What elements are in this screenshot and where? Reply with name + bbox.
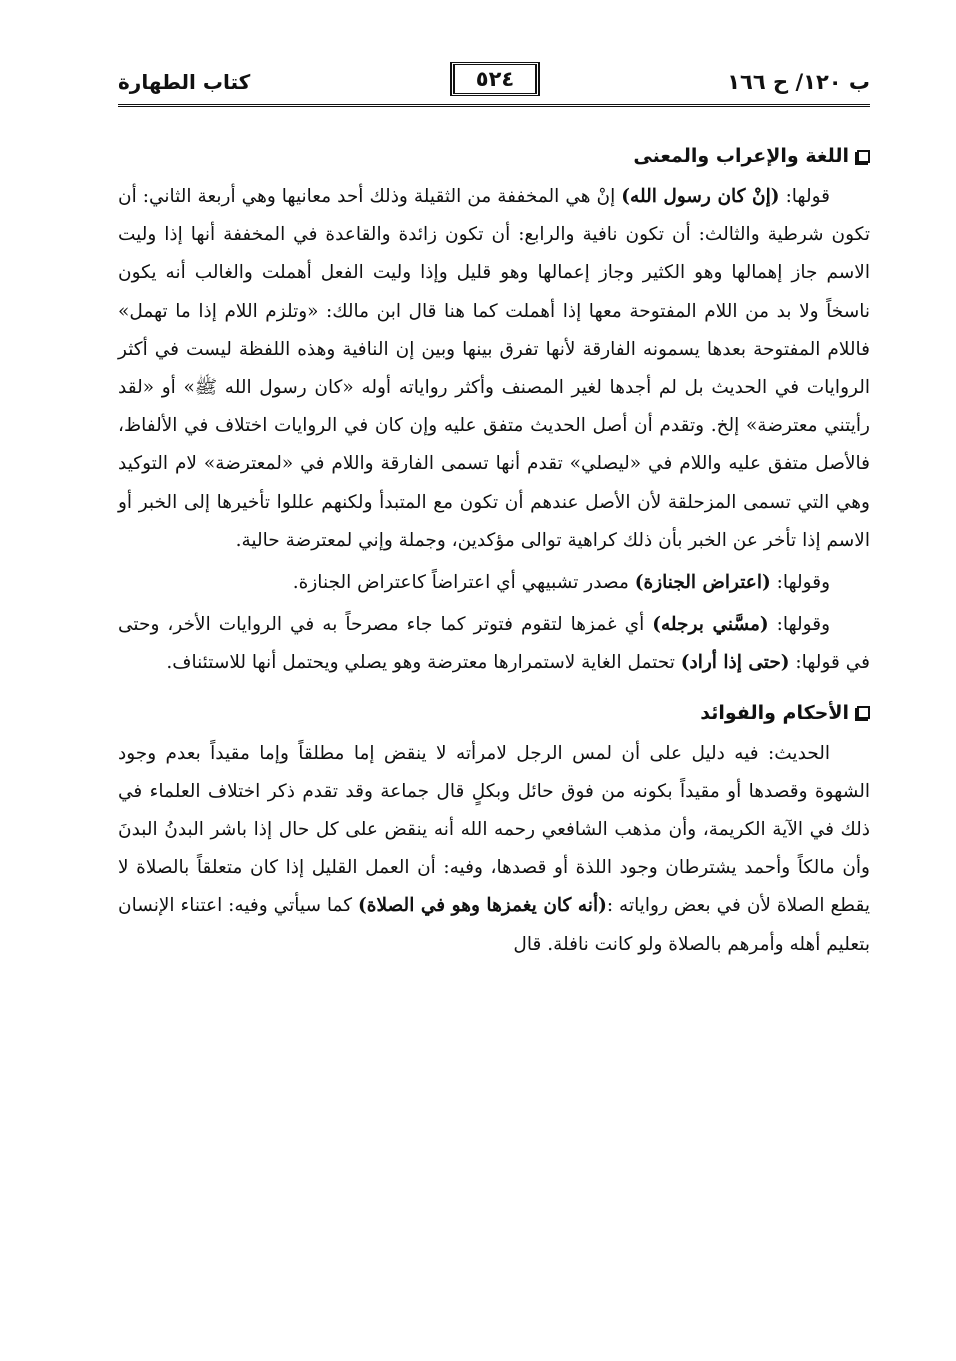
header-rule: [118, 104, 870, 107]
text-run: إنْ هي المخففة من الثقيلة وذلك أحد معانيها وهي أربعة الثاني: أن تكون شرطية والثالث: أن تكون نافية والرابع: أن تكون زائدة والقاعدة في المخففة أنها إذا وليت الاسم جاز إهمالها وهو الكثير وجاز إعمالها وهو قليل وإذا وليت الفعل أهملت والغالب أنه يكون ناسخاً ولا بد من اللام المفتوحة معها إذا أهملت كما هنا قال ابن مالك: «وتلزم اللام إذا ما تهمل» فاللام المفتوحة بعدها يسمونه الفارقة لأنها تفرق بينها وبين إن النافية وهذه اللفظة ليست في أكثر الروايات في الحديث بل لم أجدها لغير المصنف وأكثر رواياته أوله «كان رسول الله ﷺ» أو «لقد رأيتني معترضة» إلخ. وتقدم أن أصل الحديث متفق عليه وإن كان في الروايات اختلاف في الألفاظ، فالأصل متفق عليه واللام في «ليصلي» تقدم أنها تسمى الفارقة واللام في «لمعترضة» لام التوكيد وهي التي تسمى المزحلقة لأن الأصل عندهم أن تكون مع المتبدأ ولكنهم عللوا تأخيرها إلى الخبر أو الاسم إذا تأخر عن الخبر بأن ذلك كراهية توالى مؤكدين، وجملة وإني لمعترضة حالية.: [118, 186, 870, 551]
text-run: الحديث: فيه دليل على أن لمس الرجل لامرأته لا ينقض إما مطلقاً وإما مقيداً بعدم وجود الشهوة وقصدها أو مقيداً بكونه من فوق حائل وبكلٍ قال جماعة وقد تقدم ذكر اختلاف العلماء في ذلك في الآية الكريمة، وأن مذهب الشافعي رحمه الله أنه ينقض على كل حال إذا باشر البدنُ البدنَ وأن مالكاً وأحمد يشترطان وجود اللذة أو قصدها، وفيه: أن العمل القليل إذا كان متعلقاً بالصلاة لا يقطع الصلاة لأن في بعض رواياته :: [118, 742, 870, 917]
quoted-term: (إنْ كان رسول الله): [621, 186, 780, 207]
quoted-term: (اعتراض الجنازة): [634, 572, 771, 594]
paragraph: [118, 606, 870, 682]
text-run: مصدر تشبيهي أي اعتراضاً كاعتراض الجنازة.: [292, 572, 635, 594]
checkbox-square-icon: [857, 706, 870, 719]
section-heading-text: الأحكام والفوائد: [700, 701, 849, 724]
section-heading: [118, 138, 870, 174]
text-run: أي غمزها لتقوم فتوتر كما جاء مصرحاً به في الروايات الأخر، وحتى في قولها:: [118, 614, 870, 674]
quoted-term: (أنه كان يغمزها وهو في الصلاة): [358, 895, 607, 917]
checkbox-square-icon: [857, 150, 870, 163]
book-title: كتاب الطهارة: [118, 70, 251, 94]
text-run: كما سيأتي وفيه: اعتناء الإنسان بتعليم أهله وأمرهم بالصلاة ولو كانت نافلة. قال: [118, 895, 870, 955]
section-language: [118, 138, 870, 683]
text-run: قولها:: [779, 186, 831, 207]
quoted-term: (مسَّني برجله): [652, 614, 769, 636]
text-run: وقولها:: [770, 572, 830, 594]
paragraph: [118, 735, 870, 964]
page-header: [118, 62, 870, 102]
text-run: وقولها:: [768, 614, 831, 636]
section-heading-text: اللغة والإعراب والمعنى: [633, 145, 849, 167]
hadith-reference: ب ١٢٠/ ح ١٦٦: [727, 70, 870, 94]
paragraph: [118, 564, 870, 602]
section-heading: [118, 695, 870, 731]
text-run: تحتمل الغاية لاستمرارها معترضة وهو يصلي ويحتمل أنها للاستئناف.: [166, 652, 681, 674]
page-content: [118, 138, 870, 964]
paragraph: [118, 178, 870, 560]
quoted-term: (حتى إذا أراد): [680, 652, 790, 674]
page-number: ٥٢٤: [450, 62, 540, 96]
section-rulings: [118, 695, 870, 964]
